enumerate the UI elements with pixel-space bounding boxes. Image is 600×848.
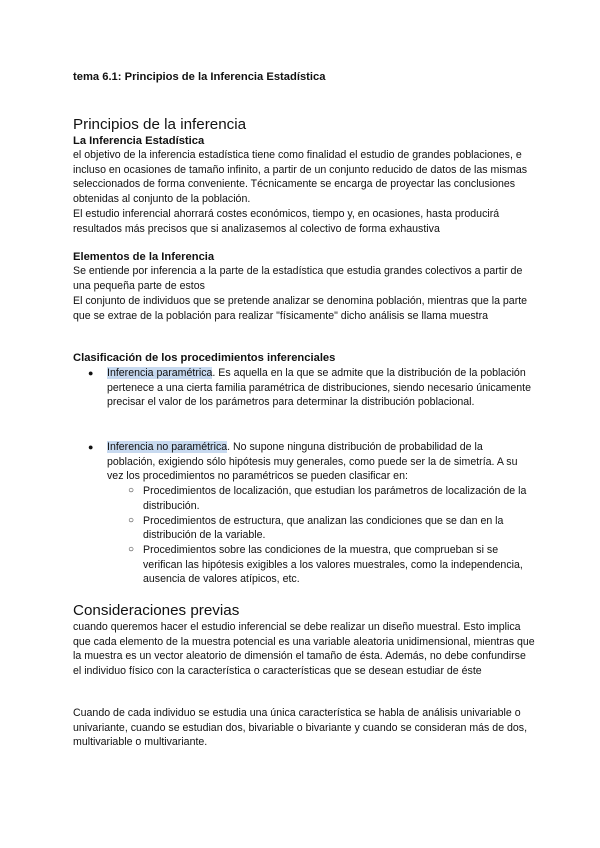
sub-list-item — [128, 484, 533, 513]
heading-elementos: Elementos de la Inferencia — [73, 251, 215, 263]
circle-bullet-icon: ○ — [128, 543, 135, 555]
list-item — [88, 440, 533, 587]
bullet-icon: ● — [88, 368, 94, 378]
circle-bullet-icon: ○ — [128, 485, 135, 497]
highlighted-term: Inferencia paramétrica — [107, 367, 213, 379]
paragraph-elementos-1: Se entiende por inferencia a la parte de la estadística que estudia grandes colectivos a partir de una pequeña parte de estos — [73, 265, 523, 292]
circle-bullet-icon: ○ — [128, 514, 135, 526]
subheading-inferencia-estadistica: La Inferencia Estadística — [73, 135, 205, 147]
sub-list-item-text: Procedimientos de estructura, que analizan las condiciones que se dan en la distribución de la variable. — [143, 514, 504, 542]
document-title: tema 6.1: Principios de la Inferencia Estadística — [73, 71, 326, 83]
sub-list-item — [128, 543, 533, 587]
sub-list-item — [128, 514, 533, 543]
highlighted-term: Inferencia no paramétrica — [107, 441, 228, 453]
sub-list-item-text: Procedimientos sobre las condiciones de la muestra, que comprueban si se verifican las hipótesis exigibles a los valores muestrales, como la independencia, ausencia de valores atípicos, etc. — [143, 543, 523, 586]
heading-consideraciones: Consideraciones previas — [73, 602, 240, 619]
sub-list — [128, 484, 533, 587]
heading-clasificacion: Clasificación de los procedimientos inferenciales — [73, 352, 336, 364]
list-item-text: . No supone ninguna distribución de probabilidad de la población, exigiendo sólo hipótesis muy generales, como puede ser la de simetría. A su vez los procedimientos no paramétricos se pueden clasificar en: — [107, 441, 518, 483]
sub-list-item-text: Procedimientos de localización, que estudian los parámetros de localización de la distribución. — [143, 485, 527, 512]
paragraph-elementos-2: El conjunto de individuos que se pretende analizar se denomina población, mientras que la parte que se extrae de la población para realizar "físicamente" dicho análisis se llama muestra — [73, 295, 528, 322]
bullet-list-no-parametrica — [88, 440, 533, 587]
paragraph-consideraciones-2: Cuando de cada individuo se estudia una única característica se habla de análisis univariable o univariante, cuando se estudian dos, bivariable o bivariante y cuando se consideran más de dos, multivariable o multivariante. — [73, 707, 528, 749]
bullet-list-parametrica — [88, 366, 533, 410]
paragraph-consideraciones-1: cuando queremos hacer el estudio inferencial se debe realizar un diseño muestral. Esto implica que cada elemento de la muestra potencial es una variable aleatoria unidimensional, mientras que la muestra es un vector aleatorio de dimensión el tamaño de ésta. Además, no debe confundirse el individuo físico con la característica o características que se desean estudiar de éste — [73, 621, 535, 678]
list-item — [88, 366, 533, 410]
heading-principios: Principios de la inferencia — [73, 116, 247, 133]
paragraph-principios-2: El estudio inferencial ahorrará costes económicos, tiempo y, en ocasiones, hasta producirá resultados más precisos que si analizasemos al colectivo de forma exhaustiva — [73, 208, 500, 235]
bullet-icon: ● — [88, 442, 94, 452]
list-item-text: . Es aquella en la que se admite que la distribución de la población pertenece a una cierta familia paramétrica de distribuciones, siendo necesario únicamente precisar el valor de los parámetros para determinar la distribución poblacional. — [107, 367, 531, 409]
paragraph-principios-1: el objetivo de la inferencia estadística tiene como finalidad el estudio de grandes poblaciones, e incluso en ocasiones de tamaño infinito, a partir de un conjunto reducido de datos de las mismas seleccionados de forma conveniente. Técnicamente se encarga de proyectar las conclusiones obtenidas al conjunto de la población. — [73, 149, 528, 206]
